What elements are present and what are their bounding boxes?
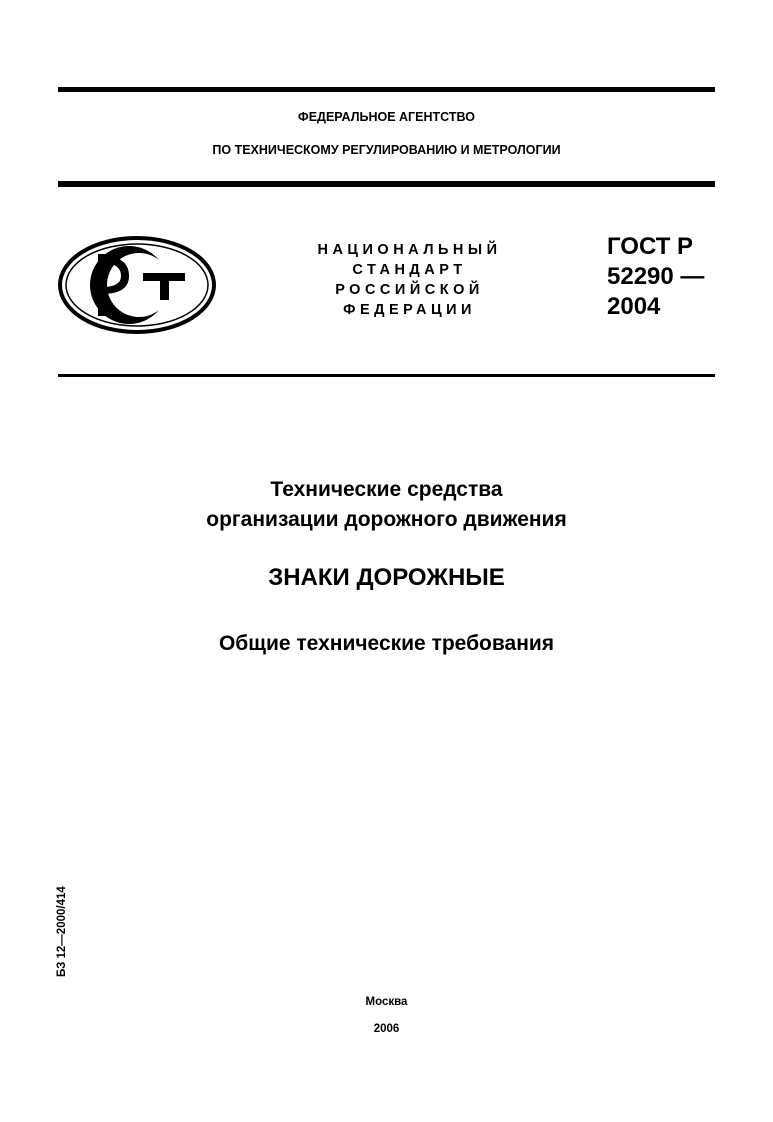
national-standard-label [297, 240, 522, 320]
national-line-1: НАЦИОНАЛЬНЫЙ [317, 242, 502, 258]
title-line-1: Технические средства [270, 478, 503, 501]
title-line-2: организации дорожного движения [206, 508, 567, 531]
document-title [58, 475, 715, 535]
gost-line-2: 52290 — [607, 263, 705, 290]
publication-year: 2006 [373, 1023, 400, 1035]
national-line-3: РОССИЙСКОЙ [335, 282, 484, 298]
agency-name-line2: ПО ТЕХНИЧЕСКОМУ РЕГУЛИРОВАНИЮ И МЕТРОЛОГИИ [212, 143, 561, 157]
national-line-4: ФЕДЕРАЦИИ [343, 302, 476, 318]
agency-name-line1: ФЕДЕРАЛЬНОЕ АГЕНТСТВО [298, 110, 475, 124]
gost-designation [607, 232, 704, 322]
side-code: БЗ 12—2000/414 [56, 886, 68, 977]
publication-city: Москва [365, 996, 408, 1008]
bottom-rule [58, 374, 715, 377]
middle-rule [58, 181, 715, 187]
document-subtitle: Общие технические требования [218, 632, 555, 655]
gost-line-3: 2004 [607, 293, 661, 320]
national-line-2: СТАНДАРТ [352, 262, 467, 278]
rst-certification-mark-icon [57, 235, 217, 335]
gost-line-1: ГОСТ Р [607, 233, 694, 260]
top-rule [58, 87, 715, 92]
document-main-title: ЗНАКИ ДОРОЖНЫЕ [268, 564, 505, 591]
